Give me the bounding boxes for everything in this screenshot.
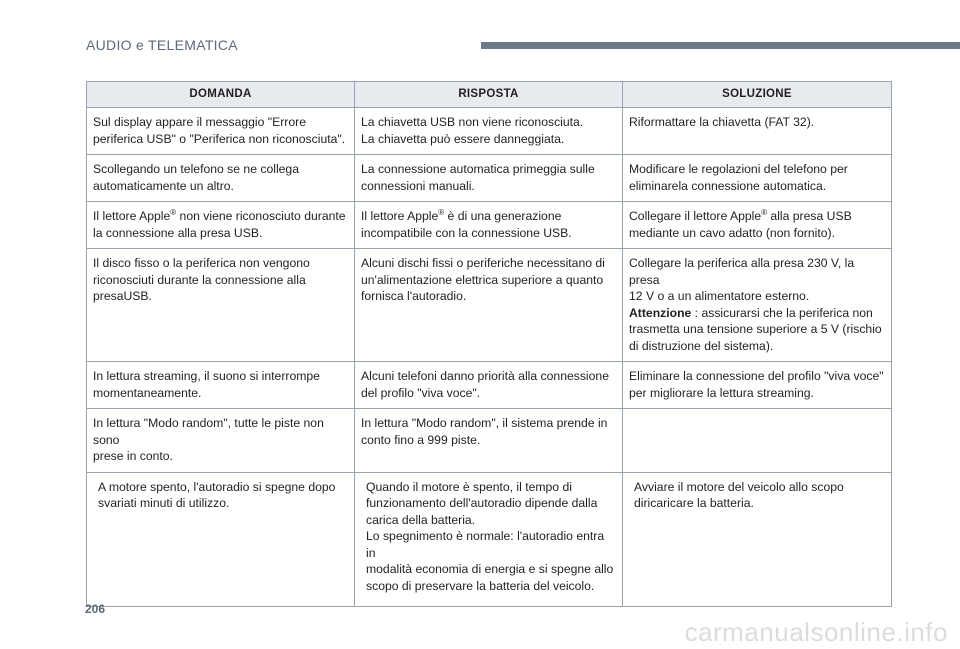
cell-line: momentaneamente. [93,385,202,400]
cell-line: automaticamente un altro. [93,178,234,193]
cell-line: Sul display appare il messaggio "Errore [93,115,306,129]
cell-domanda [87,472,355,607]
cell-line: Collegare il lettore Apple® alla presa USB [629,207,852,223]
cell-line: periferica USB" o "Periferica non riconosciuta". [93,131,346,146]
cell-line: mediante un cavo adatto (non fornito). [629,225,835,240]
watermark: carmanualsonline.info [684,617,948,647]
cell-line: Alcuni telefoni danno priorità alla connessione [361,369,609,383]
table-row [87,409,892,473]
cell-line: fornisca l'autoradio. [361,289,467,303]
cell-soluzione [623,362,892,409]
cell-line: di distruzione del sistema). [629,338,774,353]
cell-domanda [87,409,355,473]
cell-domanda [87,108,355,155]
header-bar [481,42,960,49]
cell-line: Alcuni dischi fissi o periferiche necessitano di [361,256,605,270]
cell-line: connessioni manuali. [361,178,475,193]
cell-line: La chiavetta può essere danneggiata. [361,131,565,146]
cell-domanda [87,155,355,202]
cell-line: incompatibile con la connessione USB. [361,225,572,240]
cell-line: Collegare la periferica alla presa 230 V, la presa [629,256,855,287]
cell-line: Il disco fisso o la periferica non vengono [93,256,310,270]
cell-soluzione [623,249,892,362]
table-header-row [87,82,892,108]
cell-soluzione [623,202,892,249]
cell-domanda [87,249,355,362]
cell-risposta [355,155,623,202]
cell-line: per migliorare la lettura streaming. [629,385,814,400]
table-row [87,155,892,202]
cell-line: La chiavetta USB non viene riconosciuta. [361,115,584,129]
cell-soluzione [623,155,892,202]
table-row [87,202,892,249]
cell-line: Scollegando un telefono se ne collega [93,162,299,176]
cell-line: 12 V o a un alimentatore esterno. [629,289,810,303]
cell-line: un'alimentazione elettrica superiore a quanto [361,272,604,287]
cell-line: modalità economia di energia e si spegne allo [366,562,614,576]
faq-table [86,81,892,607]
attention-text: : assicurarsi che la periferica non [691,305,873,320]
cell-line: Lo spegnimento è normale: l'autoradio entra in [366,529,605,560]
section-title: AUDIO e TELEMATICA [86,37,238,53]
cell-line: A motore spento, l'autoradio si spegne dopo [98,479,336,494]
column-header-domanda: DOMANDA [87,82,355,108]
cell-line: prese in conto. [93,449,173,463]
cell-line: funzionamento dell'autoradio dipende dalla [366,496,598,510]
cell-risposta [355,249,623,362]
cell-line: scopo di preservare la batteria del veicolo. [366,578,595,593]
page-number: 206 [85,602,106,616]
cell-risposta [355,108,623,155]
cell-line: diricaricare la batteria. [634,496,754,510]
cell-risposta [355,202,623,249]
table-row [87,472,892,607]
cell-soluzione [623,409,892,473]
cell-line: conto fino a 999 piste. [361,432,481,447]
table-row [87,249,892,362]
cell-line: trasmetta una tensione superiore a 5 V (rischio [629,322,882,336]
cell-line: del profilo "viva voce". [361,385,481,400]
table-row [87,362,892,409]
cell-line: carica della batteria. [366,512,476,527]
cell-line: Il lettore Apple® è di una generazione [361,207,562,223]
cell-line: presaUSB. [93,289,152,303]
cell-line: La connessione automatica primeggia sulle [361,162,595,176]
cell-risposta [355,472,623,607]
column-header-risposta: RISPOSTA [355,82,623,108]
column-header-soluzione: SOLUZIONE [623,82,892,108]
cell-line: Eliminare la connessione del profilo "viva voce" [629,369,884,383]
cell-line: In lettura "Modo random", il sistema prende in [361,416,608,430]
cell-line: riconosciuti durante la connessione alla [93,272,306,287]
cell-line: Modificare le regolazioni del telefono per [629,162,848,176]
cell-domanda [87,362,355,409]
cell-line: Il lettore Apple® non viene riconosciuto durante [93,207,346,223]
cell-line: In lettura streaming, il suono si interrompe [93,369,320,383]
cell-line: eliminarela connessione automatica. [629,178,827,193]
cell-risposta [355,409,623,473]
cell-line [629,305,885,322]
cell-soluzione [623,108,892,155]
cell-line: Riformattare la chiavetta (FAT 32). [629,115,815,129]
table-row [87,108,892,155]
cell-line: In lettura "Modo random", tutte le piste non sono [93,416,324,447]
cell-soluzione [623,472,892,607]
attention-label: Attenzione [629,305,692,320]
cell-line: la connessione alla presa USB. [93,225,263,240]
cell-line: Avviare il motore del veicolo allo scopo [634,479,844,494]
cell-domanda [87,202,355,249]
cell-line: svariati minuti di utilizzo. [98,496,230,510]
cell-risposta [355,362,623,409]
cell-line: Quando il motore è spento, il tempo di [366,479,572,494]
